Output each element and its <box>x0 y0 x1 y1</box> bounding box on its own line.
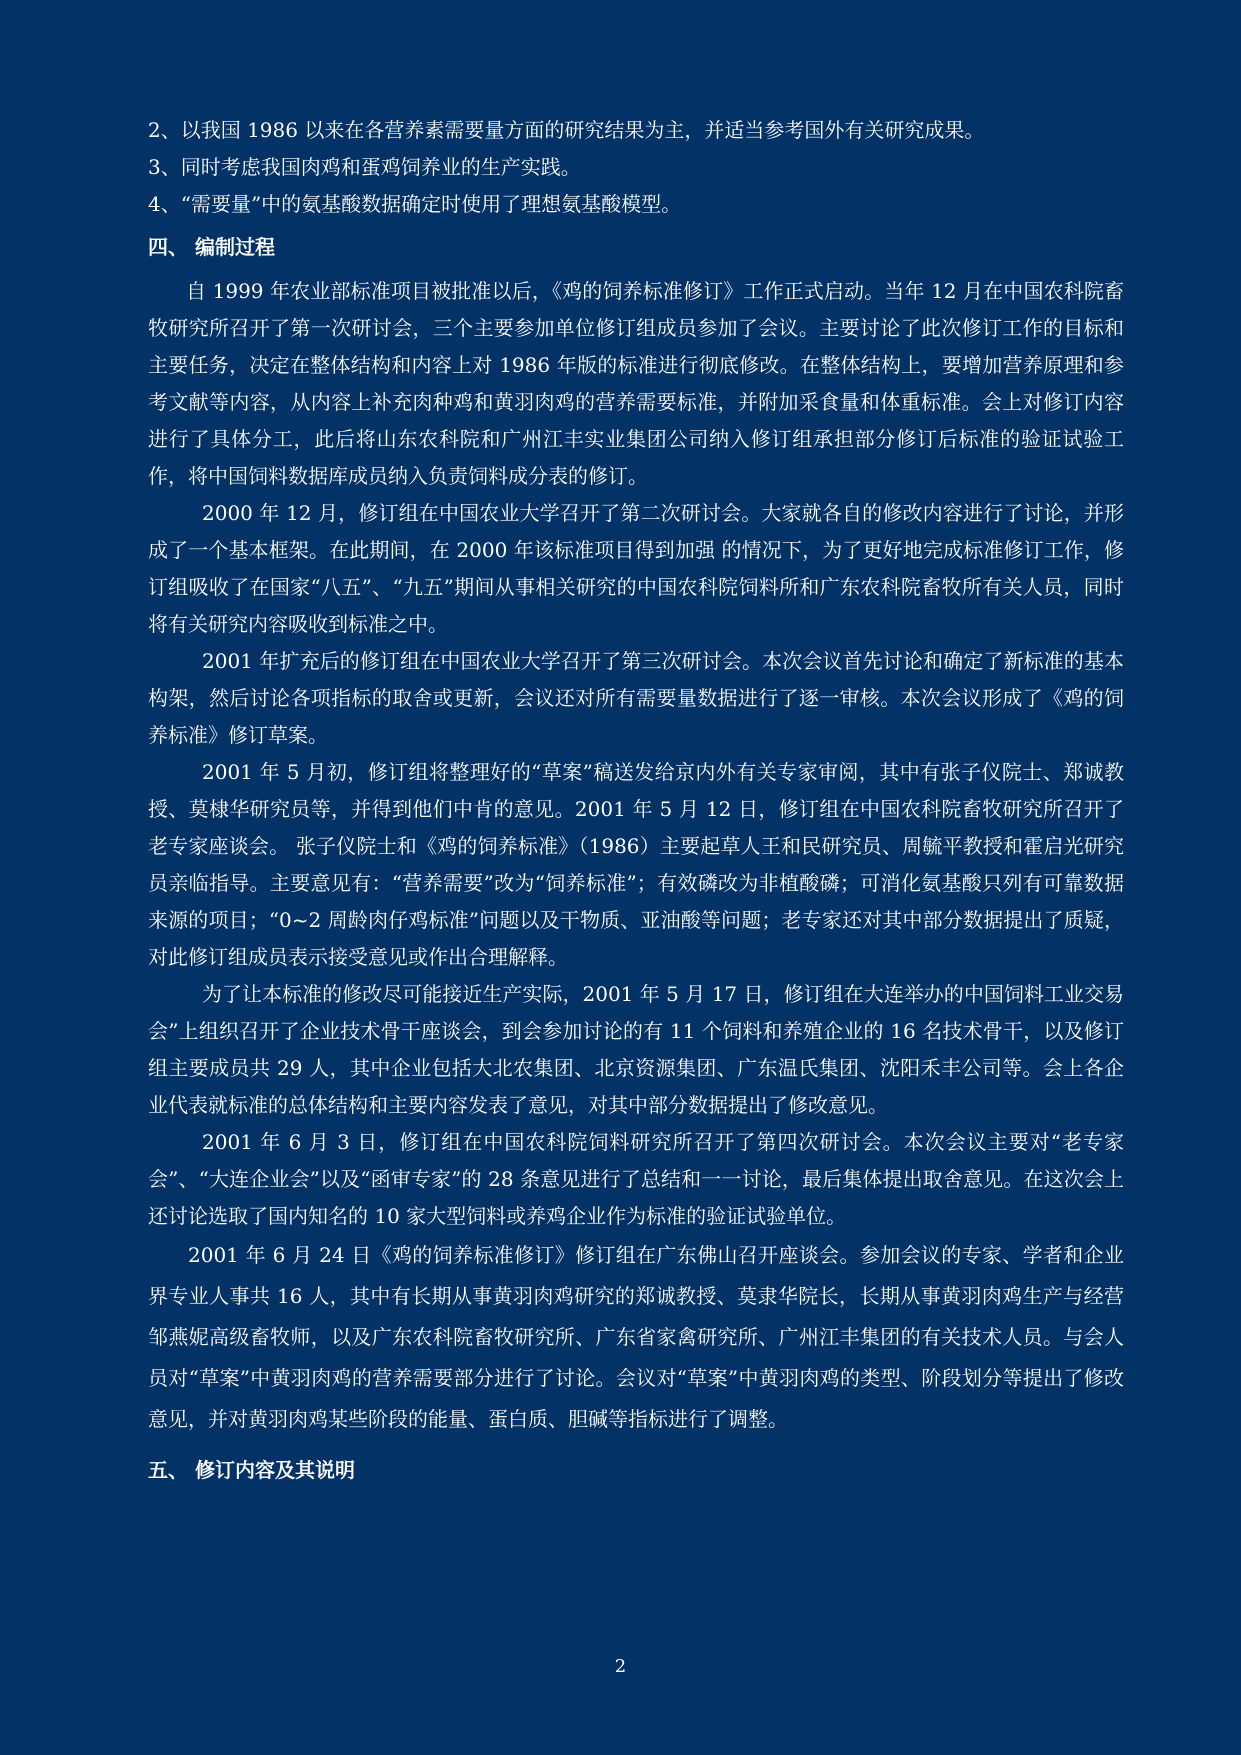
paragraph-2001-05-experts: 2001 年 5 月初，修订组将整理好的“草案”稿送发给京内外有关专家审阅，其中有张子仪院士、郑诚教授、莫棣华研究员等，并得到他们中肯的意见。2001 年 5 月 12 日，修订组在中国农科院畜牧研究所召开了老专家座谈会。 张子仪院士和《鸡的饲养标准》（1986）主要起草人王和民研究员、周毓平教授和霍启光研究员亲临指导。主要意见有：“营养需要”改为“饲养标准”；有效磷改为非植酸磷；可消化氨基酸只列有可靠数据来源的项目；“0~2 周龄肉仔鸡标准”问题以及干物质、亚油酸等问题；老专家还对其中部分数据提出了质疑，对此修订组成员表示接受意见或作出合理解释。 <box>148 760 1124 969</box>
paragraph-2001-third-meeting: 2001 年扩充后的修订组在中国农业大学召开了第三次研讨会。本次会议首先讨论和确定了新标准的基本构架，然后讨论各项指标的取舍或更新，会议还对所有需要量数据进行了逐一审核。本次会议形成了《鸡的饲养标准》修订草案。 <box>148 649 1124 747</box>
paragraph-2000-12: 2000 年 12 月，修订组在中国农业大学召开了第二次研讨会。大家就各自的修改内容进行了讨论，并形成了一个基本框架。在此期间，在 2000 年该标准项目得到加强 的情况下，为了更好地完成标准修订工作，修订组吸收了在国家“八五”、“九五”期间从事相关研究的中国农科院饲料所和广东农科院畜牧所有关人员，同时将有关研究内容吸收到标准之中。 <box>148 501 1124 636</box>
paragraph-1999: 自 1999 年农业部标准项目被批准以后，《鸡的饲养标准修订》工作正式启动。当年 12 月在中国农科院畜牧研究所召开了第一次研讨会，三个主要参加单位修订组成员参加了会议。主要讨论了此次修订工作的目标和主要任务，决定在整体结构和内容上对 1986 年版的标准进行彻底修改。在整体结构上，要增加营养原理和参考文献等内容，从内容上补充肉种鸡和黄羽肉鸡的营养需要标准，并附加采食量和体重标准。会上对修订内容进行了具体分工，此后将山东农科院和广州江丰实业集团公司纳入修订组承担部分修订后标准的验证试验工作，将中国饲料数据库成员纳入负责饲料成分表的修订。 <box>148 279 1124 488</box>
list-item-3: 3、同时考虑我国肉鸡和蛋鸡饲养业的生产实践。 <box>148 155 581 179</box>
list-item-2: 2、以我国 1986 以来在各营养素需要量方面的研究结果为主，并适当参考国外有关研究成果。 <box>148 118 985 142</box>
paragraph-2001-06-24-foshan: 2001 年 6 月 24 日《鸡的饲养标准修订》修订组在广东佛山召开座谈会。参加会议的专家、学者和企业界专业人事共 16 人，其中有长期从事黄羽肉鸡研究的郑诚教授、莫隶华院长，长期从事黄羽肉鸡生产与经营邹燕妮高级畜牧师，以及广东农科院畜牧研究所、广东省家禽研究所、广州江丰集团的有关技术人员。与会人员对“草案”中黄羽肉鸡的营养需要部分进行了讨论。会议对“草案”中黄羽肉鸡的类型、阶段划分等提出了修改意见，并对黄羽肉鸡某些阶段的能量、蛋白质、胆碱等指标进行了调整。 <box>148 1243 1124 1431</box>
list-item-4: 4、“需要量”中的氨基酸数据确定时使用了理想氨基酸模型。 <box>148 192 682 216</box>
section-heading-4: 四、 编制过程 <box>148 235 275 259</box>
paragraph-2001-06-03: 2001 年 6 月 3 日，修订组在中国农科院饲料研究所召开了第四次研讨会。本次会议主要对“老专家会”、“大连企业会”以及“函审专家”的 28 条意见进行了总结和一一讨论，最后集体提出取舍意见。在这次会上还讨论选取了国内知名的 10 家大型饲料或养鸡企业作为标准的验证试验单位。 <box>148 1130 1124 1228</box>
paragraph-2001-05-17-dalian: 为了让本标准的修改尽可能接近生产实际，2001 年 5 月 17 日，修订组在大连举办的中国饲料工业交易会”上组织召开了企业技术骨干座谈会，到会参加讨论的有 11 个饲料和养殖企业的 16 名技术骨干，以及修订组主要成员共 29 人，其中企业包括大北农集团、北京资源集团、广东温氏集团、沈阳禾丰公司等。会上各企业代表就标准的总体结构和主要内容发表了意见，对其中部分数据提出了修改意见。 <box>148 982 1124 1117</box>
document-body <box>148 112 1124 1496</box>
page-number: 2 <box>614 1656 627 1677</box>
section-heading-5: 五、 修订内容及其说明 <box>148 1458 355 1482</box>
